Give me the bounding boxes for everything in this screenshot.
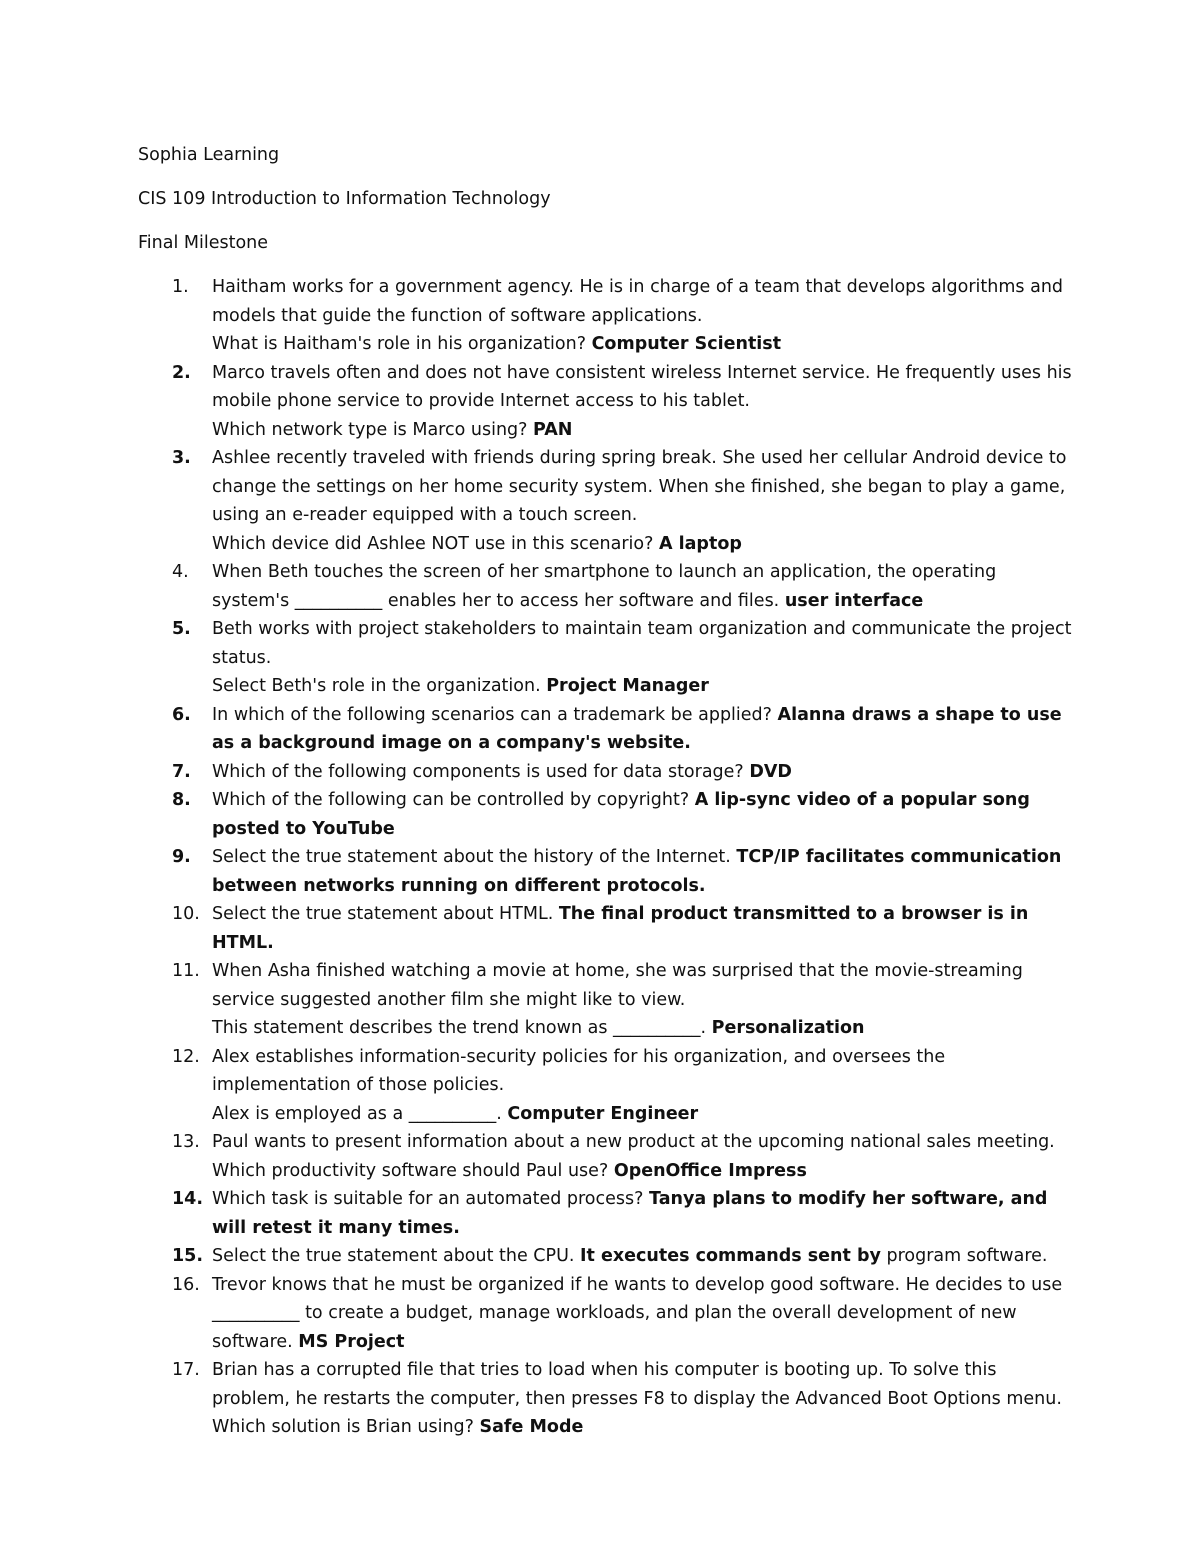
question-prompt bbox=[212, 530, 1078, 559]
answer-text: OpenOffice Impress bbox=[613, 1160, 807, 1181]
question-text: Select the true statement about the CPU. bbox=[212, 1246, 575, 1266]
question-number: 13. bbox=[172, 1132, 200, 1152]
question-number: 11. bbox=[172, 961, 200, 981]
question-prompt-text: What is Haitham's role in his organization? bbox=[212, 334, 587, 354]
question-item bbox=[138, 1242, 1078, 1271]
question-text: Haitham works for a government agency. He is in charge of a team that develops algorithms and models that guide the function of software applications. bbox=[212, 277, 1064, 326]
question-number: 7. bbox=[172, 761, 191, 782]
question-number: 4. bbox=[172, 562, 189, 582]
answer-text: PAN bbox=[533, 419, 573, 440]
question-number: 9. bbox=[172, 847, 191, 867]
answer-text: Personalization bbox=[711, 1018, 865, 1038]
answer-text: user interface bbox=[784, 590, 924, 611]
question-item bbox=[138, 444, 1078, 558]
answer-text: Computer Engineer bbox=[507, 1103, 699, 1124]
header-org: Sophia Learning bbox=[138, 145, 280, 165]
answer-text: DVD bbox=[749, 761, 792, 782]
question-item bbox=[138, 273, 1078, 359]
question-item bbox=[138, 957, 1078, 1043]
question-prompt bbox=[212, 416, 1078, 445]
question-text: Which task is suitable for an automated process? bbox=[212, 1189, 644, 1209]
question-item bbox=[138, 1043, 1078, 1129]
question-number: 10. bbox=[172, 904, 200, 924]
question-text: When Asha finished watching a movie at home, she was surprised that the movie-streaming service suggested another film she might like to view. bbox=[212, 961, 1023, 1010]
question-item bbox=[138, 615, 1078, 701]
question-item bbox=[138, 786, 1078, 843]
answer-text: Project Manager bbox=[546, 676, 709, 696]
question-number: 17. bbox=[172, 1360, 200, 1380]
answer-text: MS Project bbox=[298, 1331, 405, 1352]
question-item bbox=[138, 1356, 1078, 1442]
question-item bbox=[138, 843, 1078, 900]
question-number: 14. bbox=[172, 1189, 204, 1209]
question-number: 1. bbox=[172, 277, 189, 297]
question-text: Marco travels often and does not have consistent wireless Internet service. He frequently uses his mobile phone service to provide Internet access to his tablet. bbox=[212, 362, 1072, 411]
question-item bbox=[138, 701, 1078, 758]
answer-text: TCP/IP facilitates communication between networks running on different protocols. bbox=[212, 847, 1062, 896]
question-text: Which of the following components is used for data storage? bbox=[212, 761, 744, 782]
question-number: 2. bbox=[172, 362, 191, 383]
question-number: 6. bbox=[172, 704, 191, 725]
question-prompt bbox=[212, 672, 1078, 701]
question-number: 16. bbox=[172, 1274, 200, 1295]
question-text: When Beth touches the screen of her smartphone to launch an application, the operating system's __________ enables her to access her software and files. bbox=[212, 562, 997, 611]
question-number: 8. bbox=[172, 790, 191, 810]
answer-text: Alanna draws a shape to use as a background image on a company's website. bbox=[212, 704, 1062, 753]
question-text: Brian has a corrupted file that tries to load when his computer is booting up. To solve this problem, he restarts the computer, then presses F8 to display the Advanced Boot Options menu. bbox=[212, 1360, 1062, 1409]
question-prompt bbox=[212, 330, 1078, 359]
answer-text: Safe Mode bbox=[479, 1417, 584, 1437]
question-text: Select the true statement about the history of the Internet. bbox=[212, 847, 731, 867]
question-item bbox=[138, 359, 1078, 445]
question-item bbox=[138, 900, 1078, 957]
question-item bbox=[138, 1271, 1078, 1357]
header-course: CIS 109 Introduction to Information Technology bbox=[138, 189, 551, 209]
question-number: 5. bbox=[172, 619, 191, 639]
answer-text: Computer Scientist bbox=[591, 334, 782, 354]
question-prompt bbox=[212, 1157, 1078, 1186]
question-prompt-text: Alex is employed as a __________. bbox=[212, 1103, 502, 1124]
question-prompt-text: Which productivity software should Paul use? bbox=[212, 1160, 609, 1181]
question-prompt-text: Select Beth's role in the organization. bbox=[212, 676, 541, 696]
question-item bbox=[138, 758, 1078, 787]
question-prompt bbox=[212, 1100, 1078, 1129]
question-text: Trevor knows that he must be organized if he wants to develop good software. He decides to use __________ to create a budget, manage workloads, and plan the overall development of new software. bbox=[212, 1274, 1063, 1352]
question-text: Which of the following can be controlled by copyright? bbox=[212, 790, 690, 810]
answer-tail-text: program software. bbox=[886, 1246, 1048, 1266]
question-item bbox=[138, 558, 1078, 615]
question-item bbox=[138, 1185, 1078, 1242]
document-page bbox=[138, 141, 1078, 1442]
answer-text: Tanya plans to modify her software, and will retest it many times. bbox=[212, 1189, 1048, 1238]
question-prompt-text: Which network type is Marco using? bbox=[212, 419, 528, 440]
header-title: Final Milestone bbox=[138, 233, 269, 253]
question-number: 3. bbox=[172, 448, 191, 468]
question-prompt bbox=[212, 1014, 1078, 1043]
question-prompt-text: Which solution is Brian using? bbox=[212, 1417, 474, 1437]
question-prompt-text: This statement describes the trend known as __________. bbox=[212, 1018, 707, 1038]
question-number: 15. bbox=[172, 1246, 204, 1266]
question-prompt-text: Which device did Ashlee NOT use in this scenario? bbox=[212, 533, 654, 554]
answer-text: The final product transmitted to a browser is in HTML. bbox=[212, 904, 1029, 953]
question-text: Ashlee recently traveled with friends during spring break. She used her cellular Android device to change the settings on her home security system. When she finished, she began to play a game, using an e-reader equipped with a touch screen. bbox=[212, 448, 1067, 525]
question-number: 12. bbox=[172, 1046, 200, 1067]
question-text: Paul wants to present information about a new product at the upcoming national sales meeting. bbox=[212, 1132, 1055, 1152]
answer-text: A laptop bbox=[658, 533, 742, 554]
answer-text: It executes commands sent by bbox=[580, 1246, 881, 1266]
question-item bbox=[138, 1128, 1078, 1185]
question-text: Beth works with project stakeholders to maintain team organization and communicate the project status. bbox=[212, 619, 1072, 668]
question-prompt bbox=[212, 1413, 1078, 1442]
question-list bbox=[138, 273, 1078, 1442]
question-text: Alex establishes information-security policies for his organization, and oversees the implementation of those policies. bbox=[212, 1046, 946, 1095]
question-text: In which of the following scenarios can a trademark be applied? bbox=[212, 704, 772, 725]
question-text: Select the true statement about HTML. bbox=[212, 904, 554, 924]
answer-text: A lip-sync video of a popular song posted to YouTube bbox=[212, 790, 1030, 839]
